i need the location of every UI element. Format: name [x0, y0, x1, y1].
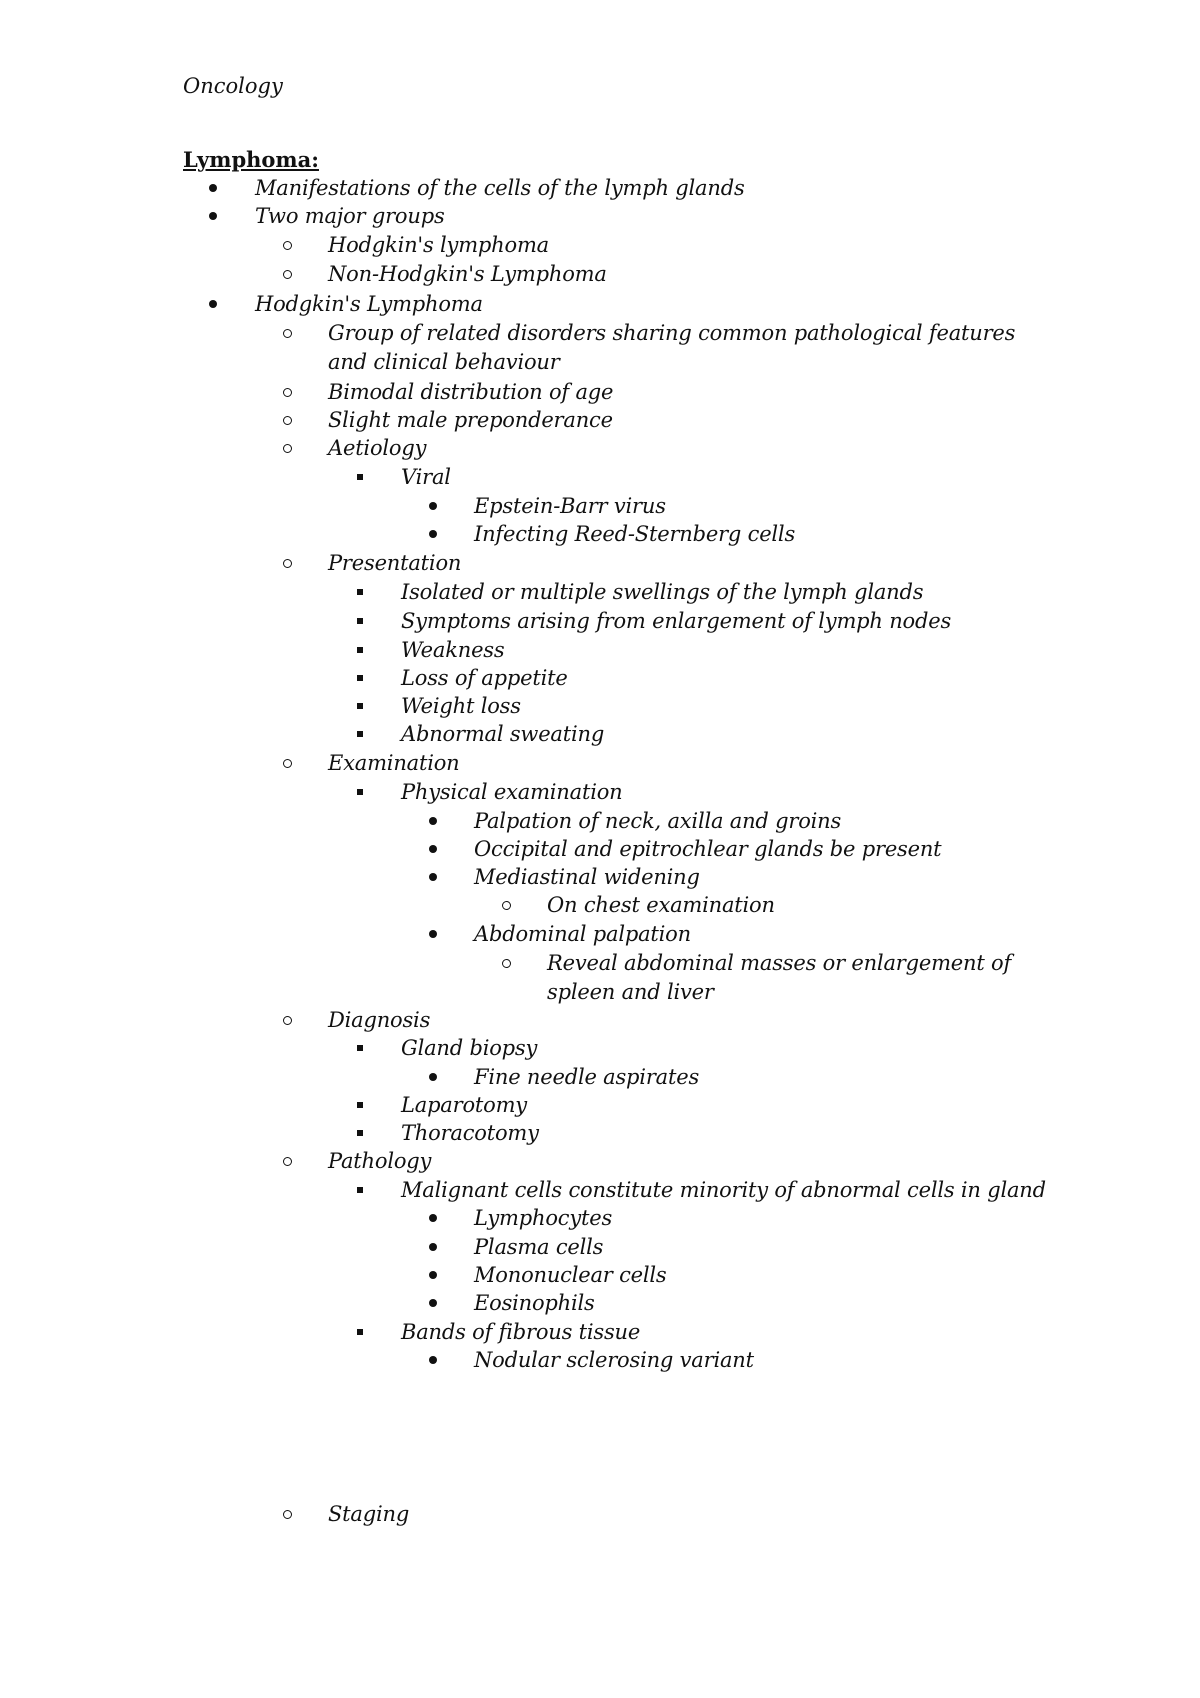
outline-item-text: Physical examination — [401, 780, 623, 804]
outline-item — [0, 1176, 1200, 1204]
outline-item — [0, 260, 1200, 288]
square-bullet-icon — [351, 463, 369, 491]
circle-bullet-icon — [278, 1147, 296, 1175]
outline-item — [0, 949, 1200, 977]
outline-item — [0, 778, 1200, 806]
outline-item — [0, 463, 1200, 491]
outline-item-text: Mediastinal widening — [474, 865, 700, 889]
outline-item — [0, 636, 1200, 664]
outline-item-text: Fine needle aspirates — [474, 1065, 700, 1089]
outline-item — [0, 1034, 1200, 1062]
circle-bullet-icon — [278, 1500, 296, 1528]
outline-item — [0, 231, 1200, 259]
dot-bullet-icon — [204, 202, 222, 230]
outline-item-text: Symptoms arising from enlargement of lymph nodes — [401, 609, 952, 633]
outline-item-text: Hodgkin's lymphoma — [328, 233, 549, 257]
outline-item-text: Hodgkin's Lymphoma — [255, 292, 483, 316]
square-bullet-icon — [351, 1318, 369, 1346]
outline-item — [0, 1346, 1200, 1374]
outline-item — [0, 1204, 1200, 1232]
outline-item-text: Abnormal sweating — [401, 722, 605, 746]
outline-item-text: Laparotomy — [401, 1093, 527, 1117]
outline-item-text: Manifestations of the cells of the lymph glands — [255, 176, 745, 200]
dot-bullet-icon — [424, 1261, 442, 1289]
outline-item-text: Isolated or multiple swellings of the lymph glands — [401, 580, 924, 604]
outline-item — [0, 1147, 1200, 1175]
outline-item — [0, 202, 1200, 230]
dot-bullet-icon — [424, 1289, 442, 1317]
circle-bullet-icon — [278, 434, 296, 462]
square-bullet-icon — [351, 636, 369, 664]
outline-item-text: Occipital and epitrochlear glands be present — [474, 837, 942, 861]
dot-bullet-icon — [424, 492, 442, 520]
outline-item-text: Non-Hodgkin's Lymphoma — [328, 262, 607, 286]
dot-bullet-icon — [204, 290, 222, 318]
outline-item-text: Reveal abdominal masses or enlargement of — [547, 951, 1012, 975]
outline-item-text: Lymphocytes — [474, 1206, 613, 1230]
dot-bullet-icon — [424, 807, 442, 835]
outline-item — [0, 807, 1200, 835]
outline-item — [0, 1289, 1200, 1317]
outline-item — [0, 578, 1200, 606]
dot-bullet-icon — [424, 863, 442, 891]
outline-item-text: Bands of fibrous tissue — [401, 1320, 641, 1344]
circle-bullet-icon — [278, 749, 296, 777]
outline-item-text: On chest examination — [547, 893, 775, 917]
outline-item — [0, 692, 1200, 720]
outline-item — [0, 1119, 1200, 1147]
outline-item-text: Diagnosis — [328, 1008, 431, 1032]
outline-item — [0, 319, 1200, 347]
square-bullet-icon — [351, 720, 369, 748]
circle-bullet-icon — [278, 1006, 296, 1034]
dot-bullet-icon — [424, 835, 442, 863]
dot-bullet-icon — [204, 174, 222, 202]
outline-item-text: Epstein-Barr virus — [474, 494, 666, 518]
outline-item-text: Malignant cells constitute minority of abnormal cells in gland — [401, 1178, 1046, 1202]
outline-item-text: Aetiology — [328, 436, 427, 460]
square-bullet-icon — [351, 578, 369, 606]
outline-item-text: Thoracotomy — [401, 1121, 539, 1145]
dot-bullet-icon — [424, 1063, 442, 1091]
square-bullet-icon — [351, 1119, 369, 1147]
outline-item — [0, 1261, 1200, 1289]
outline-item-text: Bimodal distribution of age — [328, 380, 614, 404]
outline-item-text: Pathology — [328, 1149, 432, 1173]
outline-item — [0, 1063, 1200, 1091]
outline-item — [0, 835, 1200, 863]
outline-item-text: Mononuclear cells — [474, 1263, 667, 1287]
square-bullet-icon — [351, 692, 369, 720]
section-title: Lymphoma: — [183, 147, 319, 172]
outline-item — [0, 290, 1200, 318]
outline-item-text: Infecting Reed-Sternberg cells — [474, 522, 796, 546]
outline-item-text: Weakness — [401, 638, 505, 662]
outline-item — [0, 607, 1200, 635]
dot-bullet-icon — [424, 1346, 442, 1374]
outline-item-text: Gland biopsy — [401, 1036, 538, 1060]
outline-item — [0, 520, 1200, 548]
outline-item — [0, 1318, 1200, 1346]
dot-bullet-icon — [424, 1204, 442, 1232]
outline-item-text: Two major groups — [255, 204, 445, 228]
circle-bullet-icon — [278, 319, 296, 347]
square-bullet-icon — [351, 607, 369, 635]
dot-bullet-icon — [424, 1233, 442, 1261]
square-bullet-icon — [351, 778, 369, 806]
outline-item — [0, 378, 1200, 406]
outline-item — [0, 1091, 1200, 1119]
outline-item — [0, 891, 1200, 919]
circle-bullet-icon — [497, 949, 515, 977]
square-bullet-icon — [351, 664, 369, 692]
outline-item — [0, 920, 1200, 948]
outline-item-text: Group of related disorders sharing common pathological features — [328, 321, 1016, 345]
outline-item-text: Staging — [328, 1502, 410, 1526]
outline-item-text: Eosinophils — [474, 1291, 595, 1315]
outline-item-text: Plasma cells — [474, 1235, 604, 1259]
outline-item-text: and clinical behaviour — [328, 350, 560, 374]
outline-item — [0, 720, 1200, 748]
outline-item-text: Nodular sclerosing variant — [474, 1348, 754, 1372]
outline-item-text: Abdominal palpation — [474, 922, 691, 946]
outline-item — [0, 1006, 1200, 1034]
square-bullet-icon — [351, 1091, 369, 1119]
outline-item — [0, 174, 1200, 202]
outline-item — [0, 406, 1200, 434]
outline-item — [0, 348, 1200, 376]
square-bullet-icon — [351, 1176, 369, 1204]
outline-item — [0, 978, 1200, 1006]
outline-item — [0, 1500, 1200, 1528]
outline-item-text: Presentation — [328, 551, 462, 575]
outline-item-text: Weight loss — [401, 694, 521, 718]
outline-item — [0, 664, 1200, 692]
outline-item-text: Viral — [401, 465, 451, 489]
outline-item — [0, 549, 1200, 577]
outline-item-text: Examination — [328, 751, 460, 775]
circle-bullet-icon — [278, 378, 296, 406]
outline-item — [0, 863, 1200, 891]
circle-bullet-icon — [278, 231, 296, 259]
outline-item — [0, 1233, 1200, 1261]
outline-item-text: Loss of appetite — [401, 666, 568, 690]
circle-bullet-icon — [278, 549, 296, 577]
dot-bullet-icon — [424, 920, 442, 948]
outline-item — [0, 492, 1200, 520]
outline-item — [0, 749, 1200, 777]
circle-bullet-icon — [278, 406, 296, 434]
page-header: Oncology — [183, 74, 283, 98]
outline-item-text: spleen and liver — [547, 980, 714, 1004]
outline-item-text: Slight male preponderance — [328, 408, 613, 432]
outline-item-text: Palpation of neck, axilla and groins — [474, 809, 842, 833]
outline-item — [0, 434, 1200, 462]
square-bullet-icon — [351, 1034, 369, 1062]
circle-bullet-icon — [278, 260, 296, 288]
dot-bullet-icon — [424, 520, 442, 548]
circle-bullet-icon — [497, 891, 515, 919]
